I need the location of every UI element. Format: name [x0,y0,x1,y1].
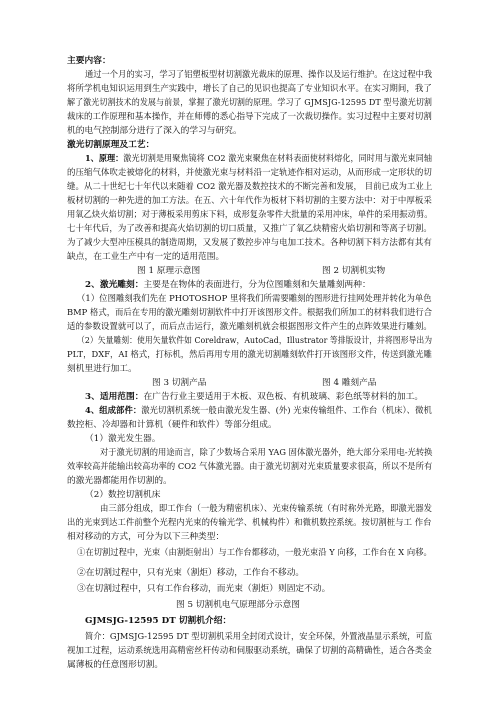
engraving-text: 主要是在物体的表面进行，分为位图雕刻和矢量雕刻两种： [143,280,371,290]
composition-line: 数控柜、冷却器和计算机（硬件和软件）等部分组成。 [67,420,277,430]
intro-line: 解了激光切割技术的发展与前景，掌握了激光切割的原理。学习了 GJMSJG-12595 DT 型号激光切割 [67,98,432,108]
engraving-line: BMP 格式，而后在专用的激光雕刻切割软件中打开该图形文件。根据我们所加工的材料我们进行合 [67,308,433,318]
composition-line: （2）数控切割机床 [85,490,161,500]
intro-line: 将所学机电知识运用到生产实践中，增长了自己的见识也提高了专业知识水平。在实习期间，我了 [67,84,432,94]
intro-line: 通过一个月的实习，学习了铝塑板型材切割激光裁床的原理、操作以及运行维护。在这过程中我 [85,70,433,80]
composition-line: 效率较高并能输出较高功率的 CO2 气体激光器。由于激光切割对光束质量要求很高，所以不是所有 [67,462,433,472]
intro2-line: 视加工过程，运动系统选用高精密丝杆传动和伺服驱动系统，确保了切割的高精确性，适合各类金 [67,646,432,656]
figure-caption: 图 1 原理示意图 [137,266,201,276]
principle-line: 缺点，在工业生产中有一定的适用范围。 [67,252,225,262]
intro2-line: 简介：GJMSJG-12595 DT 型切割机采用全封闭式设计，安全环保，外置液晶显示系统，可监 [85,632,433,642]
engraving-first-line [85,279,371,292]
composition-line: ①在切割过程中，光束（由割炬射出）与工作台都移动，一般光束沿 Y 向移，工作台在 X 向移。 [77,548,432,558]
scope-text: 在广告行业主要适用于木板、双色板、有机玻璃、彩色纸等材料的加工。 [143,392,424,402]
intro2-line: 属薄板的任意图形切割。 [67,660,164,670]
engraving-label: 2、激光雕刻： [85,280,144,290]
section-title: 激光切割原理及工艺： [67,140,155,150]
principle-label: 1、原理： [85,154,124,164]
principle-line: 的压缩气体吹走被熔化的材料，并使激光束与材料沿一定轨迹作相对运动，从而形成一定形状的切 [67,168,432,178]
engraving-line: 适的参数设置就可以了，而后点击运行，激光雕刻机就会根据图形文件产生的点阵效果进行雕刻。 [67,322,432,332]
content-heading: 主要内容： [67,56,111,66]
scope-label: 3、适用范围： [85,392,144,402]
figure-caption: 图 2 切割机实物 [322,266,386,276]
scope-line [85,391,423,404]
composition-line: 出的光束到达工件前整个光程内光束的传输光学、机械构件）和微机数控系统。按切割桩与工 作台 [67,518,432,528]
composition-line: 对于激光切割的用途而言，除了少数场合采用 YAG 固体激光器外，绝大部分采用电-光转换 [100,448,433,458]
intro-line: 裁床的工作原理和基本操作，并在师傅的悉心指导下完成了一次裁切操作。实习过程中主要对切割 [67,112,432,122]
composition-text: 激光切割机系统一般由激光发生器、(外) 光束传输组件、工作台（机床）、微机 [141,406,432,416]
composition-line: ②在切割过程中，只有光束（割炬）移动，工作台不移动。 [77,568,305,578]
engraving-line: （2）矢量雕刻：使用矢量软件如 Coreldraw，AutoCad，Illustrator 等排版设计，并将图形导出为 [77,336,433,346]
composition-line: 相对移动的方式，可分为以下三种类型： [67,532,225,542]
principle-line: 为了减少大型冲压模具的制造周期，又发展了数控步冲与电加工技术。各种切割下料方法都有其有 [67,238,432,248]
figure-caption: 图 3 切割产品 [152,378,207,388]
principle-text: 激光切割是用聚焦镜将 CO2 激光束聚焦在材料表面使材料熔化，同时用与激光束同轴 [123,154,433,164]
engraving-line: （1）位图雕刻我们先在 PHOTOSHOP 里将我们所需要雕刻的图形进行挂网处理并转化为单色 [77,294,432,304]
composition-line: 由三部分组成，即工作台（一般为精密机床）、光束传输系统（有时称外光路，即激光器发 [100,504,433,514]
principle-line: 板材切割的一种先进的加工方法。在五、六十年代作为板材下料切割的主要方法中：对于中厚板采 [67,196,432,206]
principle-line: 用氧乙炔火焰切割；对于薄板采用剪床下料，成形复杂零件大批量的采用冲床，单件的采用振动剪。 [67,210,433,220]
figure-caption: 图 5 切割机电气原理部分示意图 [176,600,300,610]
engraving-line: PLT，DXF，AI 格式，打标机，然后再用专用的激光切割雕刻软件打开该图形文件，传送到激光雕 [67,350,432,360]
principle-first-line [85,153,432,166]
composition-line: ③在切割过程中，只有工作台移动，而光束（割炬）则固定不动。 [77,584,331,594]
composition-label: 4、组成部件： [85,406,142,416]
composition-line: 的激光器都能用作切割的。 [67,476,172,486]
engraving-line: 刻机里进行加工。 [67,364,137,374]
composition-first-line [85,405,432,418]
section-title: GJMSJG-12595 DT 切割机介绍： [85,616,232,626]
intro-line: 机的电气控制部分进行了深入的学习与研究。 [67,126,242,136]
principle-line: 七十年代后，为了改善和提高火焰切割的切口质量，又推广了氧乙炔精密火焰切割和等离子切割。 [67,224,432,234]
figure-caption: 图 4 雕刻产品 [322,378,377,388]
composition-line: （1）激光发生器。 [85,434,161,444]
principle-line: 缝。从二十世纪七十年代以来随着 CO2 激光器及数控技术的不断完善和发展， 目前已成为工业上 [67,182,433,192]
